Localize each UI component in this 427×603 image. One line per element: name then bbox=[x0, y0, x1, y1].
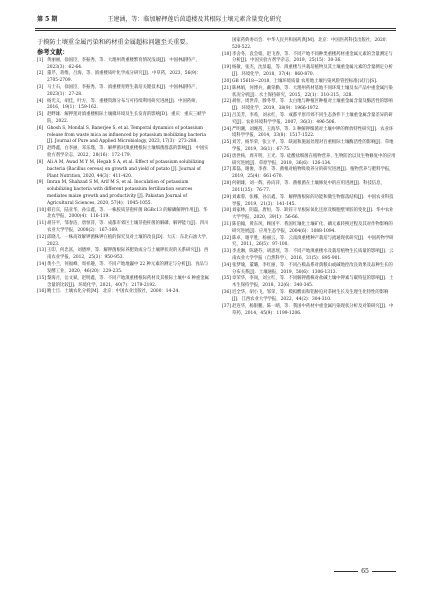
reference-item bbox=[37, 99, 211, 113]
intro-paragraph: 于摸防土壤重金属污染和药材重金属超标问题至关重要。 bbox=[37, 39, 192, 46]
reference-number: [23] bbox=[222, 112, 231, 118]
reference-text: 李龙琳，陈晓芬，胡思瑶，等．不同产地滇重楼水及栽培植物生长质量的影响[J]．云南农业大学学报（自然科学），2016，31(5)：895-901. bbox=[232, 249, 394, 261]
references-heading: 参考文献： bbox=[37, 49, 69, 57]
reference-number: [22] bbox=[222, 99, 231, 105]
reference-item bbox=[37, 85, 211, 99]
reference-number: [16] bbox=[37, 289, 46, 295]
reference-text: Ali A M, Awad M Y M, Hegab S A, et al. Effect of potassium solubilizing bacteria (Bacillus cereus) on growth and yield of potato [J]. Journal of Plant Nutrition, 2020, 44(3)：411-420. bbox=[47, 159, 205, 179]
reference-item bbox=[37, 112, 211, 126]
reference-number: [9] bbox=[37, 180, 44, 186]
reference-number: [12] bbox=[37, 234, 46, 240]
reference-text: 国家药典委员会．中华人民共和国药典[M]．北京：中国医药科技出版社，2020：520-522. bbox=[232, 38, 390, 50]
reference-text: 刘芳，杨华荣，张立平，等．缺氮和施氮处理对百重根际土壤酶活性的影响[J]．草地学报，2019，36(1)：67-75. bbox=[232, 140, 394, 152]
reference-item bbox=[222, 86, 396, 100]
reference-item bbox=[37, 160, 211, 180]
reference-number: [14] bbox=[37, 262, 46, 268]
reference-item bbox=[37, 248, 211, 262]
reference-text: 何朝雄，刘一辉，孙向萍，等．菌根菌在土壤修复中的应用进展[J]．科技信息，2011(35)：76-77. bbox=[232, 181, 385, 193]
reference-text: 郑磊，谢俊，李春．等．菌根对植物吸收养分的研究进展[J]．植物营养与肥料学报，2019，25(4)：661-670. bbox=[232, 167, 394, 180]
reference-text: 刘家林，阴磊，唐恒，等．缺锌干旱根际氧化还原及细胞壁果胶的变化[J]．华中农业大学学报，2020，39(1)：56-66. bbox=[232, 208, 394, 221]
reference-number: [7] bbox=[37, 146, 44, 152]
reference-item bbox=[37, 180, 211, 207]
reference-number: [26] bbox=[222, 153, 231, 159]
reference-item bbox=[37, 262, 211, 276]
reference-text: 鲍士旦．土壤农化分析[M]．北京：中国农业出版社，2000：14-24. bbox=[47, 289, 180, 295]
reference-text: 董芹，蒋维，吕海，等．滇重楼质叶化学成分研究[J]．中草药，2023，56(9)：2705-2709. bbox=[47, 71, 201, 84]
reference-text: 黄小兰，何福峰，周祥趣，等．不同产地地巍中 22 种元素的测定与分析[J]．食品与发酵工业，2020，46(20)：229-235. bbox=[47, 262, 209, 274]
page-footer bbox=[334, 568, 396, 575]
reference-number: [18] bbox=[222, 51, 231, 57]
reference-item bbox=[222, 181, 396, 195]
reference-text: 胡恒，周世萍，滕冬琴，等．太白地与种植区种植对土壤重金属含量及酶活性的影响[J]．环境化学，2019，38(9)：1966-1972. bbox=[232, 99, 393, 112]
reference-text: 章荣华，李岗，刘立红，等．不同解钾菌株对盐碱土壤中钾素与碳特征的影响[J]．土木生保持学报，2018，32(6)：340-345. bbox=[232, 276, 394, 289]
reference-number: [36] bbox=[222, 290, 231, 296]
reference-text: 韩启宾，陆亚华，孙宗鑫，等．一株胶质芽孢杆菌 RGBc13 的解磷解钾作用[J]．华北农学报，2000(4)：116-119. bbox=[47, 207, 208, 220]
reference-number: [27] bbox=[222, 167, 231, 173]
reference-text: 王印，何忠富，刘德坤，等．解钾菌根际养肥效成分与土壤钾状况的关系研究[J]．西南农业学报，2012，25(3)：950-953. bbox=[47, 248, 209, 261]
reference-text: Ghosh S, Mondal S, Banerjee S, et al. Temporal dynamics of potassium release from waste mica as influenced by potassium mobilizing bacteria [J]. Journal of Pure and Applied Microbiology, 2023, 17(3)：273-288. bbox=[47, 125, 206, 145]
reference-number: [5] bbox=[37, 112, 44, 118]
issue-number: 第 5 期 bbox=[37, 16, 58, 23]
reference-number: [32] bbox=[222, 235, 231, 241]
running-header bbox=[37, 14, 396, 26]
left-column bbox=[37, 38, 211, 296]
reference-item bbox=[37, 221, 211, 235]
reference-text: 赵晔鑫，白李丽，邓乐瑾，等．解押菌对滇重楼根际土壤细菌群落的影响[J]．中国实验方剂学杂志，2022，28(16)：172-179. bbox=[47, 146, 209, 159]
reference-text: GB 15618—2018，土壤环境质量 农用地土壤污染风险管控标准(试行)[S]. bbox=[232, 78, 378, 84]
reference-text: 李舍冬，袁会娟，赵飞春，等．不同产地不同种类重楼药材重金属元素的含量测定与分析[J]．中国实验方剂学杂志，2019，25(15)：30-36. bbox=[232, 51, 393, 64]
reference-item bbox=[222, 290, 396, 304]
reference-item bbox=[222, 140, 396, 154]
reference-number: [29] bbox=[222, 194, 231, 200]
reference-text: Imran M, Shahzad S M, Arif M S, et al. Inoculation of potassium solubilizing bacteria with different potassium fertilization sources mediates maize growth and productivity [J]. Pakistan Journal of Agricultural Sciences, 2020, 57(4)：1045-1055. bbox=[47, 180, 193, 206]
reference-text: 刘素蓉，张娜，孙宗鑫，等．解押菌根际的功能和微生物群落结构[J]．中国农业科技导报，2019，21(3)：141-145. bbox=[232, 194, 394, 207]
reference-item bbox=[222, 167, 396, 181]
reference-text: 陈伯翰，黄东风，顾国平．我国红壤化土壤矿化、磷元素转换过程及其对作物影响的研究进展[J]．应用生态学报，2004(6)：1088-1094. bbox=[232, 221, 393, 234]
reference-number: [28] bbox=[222, 181, 231, 187]
reference-text: 黎海月，岳文斌，赵明鑫，等．不同产地滇重楼根际药材及其根际土壤中 6 种重金属含量的比较[J]．环境化学，2021，40(7)：2179-2192. bbox=[47, 275, 209, 288]
reference-text: 胡芬平，邹春洁，唐恒萍，等．成都市郊区土壤芽孢杆菌的解磷、解钾能力[J]．四川农业大学学报，2008(2)：167-169. bbox=[47, 221, 209, 234]
reference-text: 杨光义，胡佳，叶方，等．重楼资源分布与可持续利用研究进展[J]．中国药师，2016，19(1)：159-162. bbox=[47, 98, 200, 111]
reference-number: [31] bbox=[222, 221, 231, 227]
reference-item bbox=[222, 79, 396, 86]
reference-number: [1] bbox=[37, 57, 44, 63]
reference-item bbox=[222, 222, 396, 236]
reference-number: [13] bbox=[37, 248, 46, 254]
reference-item bbox=[222, 263, 396, 277]
reference-number: [2] bbox=[37, 71, 44, 77]
reference-number: [15] bbox=[37, 275, 46, 281]
reference-text: 陈卓，谢平胜，杨丽云，等．云南滇重楼种产栽培与流通现状研究[J]．中国药物学研究，2011，26(5)：97-100. bbox=[232, 235, 394, 248]
reference-number: [30] bbox=[222, 208, 231, 214]
reference-item bbox=[222, 195, 396, 209]
running-title: 王建涵，等：临加解押莲后茵道楼及其根际土壤元素含量变化研究 bbox=[107, 16, 282, 23]
reference-item bbox=[37, 235, 211, 249]
header-rule-bottom bbox=[35, 30, 396, 31]
reference-number: [37] bbox=[222, 303, 231, 309]
reference-item bbox=[222, 304, 396, 318]
reference-text: 黄丽丽，徐国臣，李振秀，等．大理州黄重楼繁育情况浅谈[J]．中国林副特产，2023(3)：62-64. bbox=[47, 57, 200, 70]
footer-rule-right bbox=[372, 571, 396, 572]
reference-text: 邱晓儿．一株高效解钾菌株钾在植的探究及对土壤的改良[D]．大庆：东北石油大学，2023. bbox=[47, 234, 211, 247]
reference-number: [6] bbox=[37, 125, 44, 131]
reference-item bbox=[37, 289, 211, 296]
reference-text: 张梦瑜，董璐，李红丽，等．不同凸模品系对荫粮山或碱地控改良效果及品种生长的分布关系[J]．土壤通报，2019，50(6)：1306-1313. bbox=[232, 262, 393, 275]
reference-number: [3] bbox=[37, 84, 44, 90]
reference-number: [8] bbox=[37, 159, 44, 165]
reference-text: 迟全华，胡小飞，邹荣，等．模拟酸雨和铝胁迫对茶树生长及生理生化特性的影响[J]．江西农业大学学报，2022，44(2)：304-310. bbox=[232, 290, 389, 302]
reference-number: [20] bbox=[222, 78, 231, 84]
reference-text: 严明潮，刘琬茜，王海华，等．3 种解钾细菌对土壤中钾的释放特性研究[J]．农业环境科学学报，2014，33(8)：1517-1522. bbox=[232, 126, 394, 139]
reference-number: [4] bbox=[37, 98, 44, 104]
reference-item bbox=[222, 154, 396, 168]
reference-item bbox=[37, 71, 211, 85]
reference-number: [11] bbox=[37, 221, 46, 227]
reference-text: 吕美芳，李希，刘永红，等．成都平原市郊不同生态条件下土壤重金属含量差异的研究[J]．农业环境科学学报，2007，36(3)：496-506. bbox=[232, 112, 393, 125]
reference-item bbox=[222, 208, 396, 222]
reference-number: [19] bbox=[222, 65, 231, 71]
reference-item bbox=[37, 126, 211, 146]
reference-item bbox=[222, 38, 396, 52]
reference-number: [25] bbox=[222, 140, 231, 146]
reference-item bbox=[222, 99, 396, 113]
reference-item bbox=[37, 58, 211, 72]
reference-item bbox=[222, 276, 396, 290]
reference-item bbox=[37, 276, 211, 290]
reference-item bbox=[222, 65, 396, 79]
reference-item bbox=[222, 113, 396, 127]
reference-text: 赵畔雄．解押莲对滇重楼根际土壤微环境及生长发育的影响[D]．重庆：重庆三峡学院，2022. bbox=[47, 112, 206, 125]
reference-item bbox=[222, 52, 396, 66]
reference-number: [10] bbox=[37, 207, 46, 213]
right-column bbox=[222, 38, 396, 317]
reference-text: 马士石，徐国臣，李振秀，等．滇重楼育野生栽培关键技术[J]．中国林副特产，2023(1)：27-28. bbox=[47, 84, 200, 97]
reference-text: 赵连华，杨银鹏，陈一晴，等．我国中药材中重金属污染现状分析及对策研究[J]．中草药，2014，45(9)：1199-1206. bbox=[232, 303, 394, 316]
page-number: 65 bbox=[361, 568, 369, 575]
footer-rule-left bbox=[334, 571, 358, 572]
references-list-right bbox=[222, 38, 396, 317]
reference-item bbox=[222, 249, 396, 263]
references-list-left bbox=[37, 58, 211, 296]
reference-text: 唐世杨，周开明，王光．等. 硅酸盐细菌在植物营养、生物防治以及生物修复中的应用研究进展[J]．草原学报，2019，36(6)：126-134. bbox=[232, 153, 396, 166]
header-rule-top bbox=[35, 28, 396, 29]
reference-number: [33] bbox=[222, 249, 231, 255]
reference-number: [24] bbox=[222, 126, 231, 132]
reference-item bbox=[37, 208, 211, 222]
reference-text: 杨敏，张杰，沈显聪，等．滇重楼与共栽培植物及其土壤重金属元素的含量测定分析[J]．环境化学，2018，37(4)：860-870. bbox=[232, 65, 393, 78]
reference-number: [34] bbox=[222, 262, 231, 268]
reference-item bbox=[222, 127, 396, 141]
reference-item bbox=[222, 236, 396, 250]
reference-item bbox=[37, 146, 211, 160]
reference-number: [21] bbox=[222, 85, 231, 91]
reference-text: 陈林娟，何博兵，戴荣勤，等．大理州药材基地不同环境土壤及农产品中重金属污染状况分析[J]．水土保持研究，2015，22(1)：310-315，328. bbox=[232, 85, 393, 98]
reference-number: [35] bbox=[222, 276, 231, 282]
